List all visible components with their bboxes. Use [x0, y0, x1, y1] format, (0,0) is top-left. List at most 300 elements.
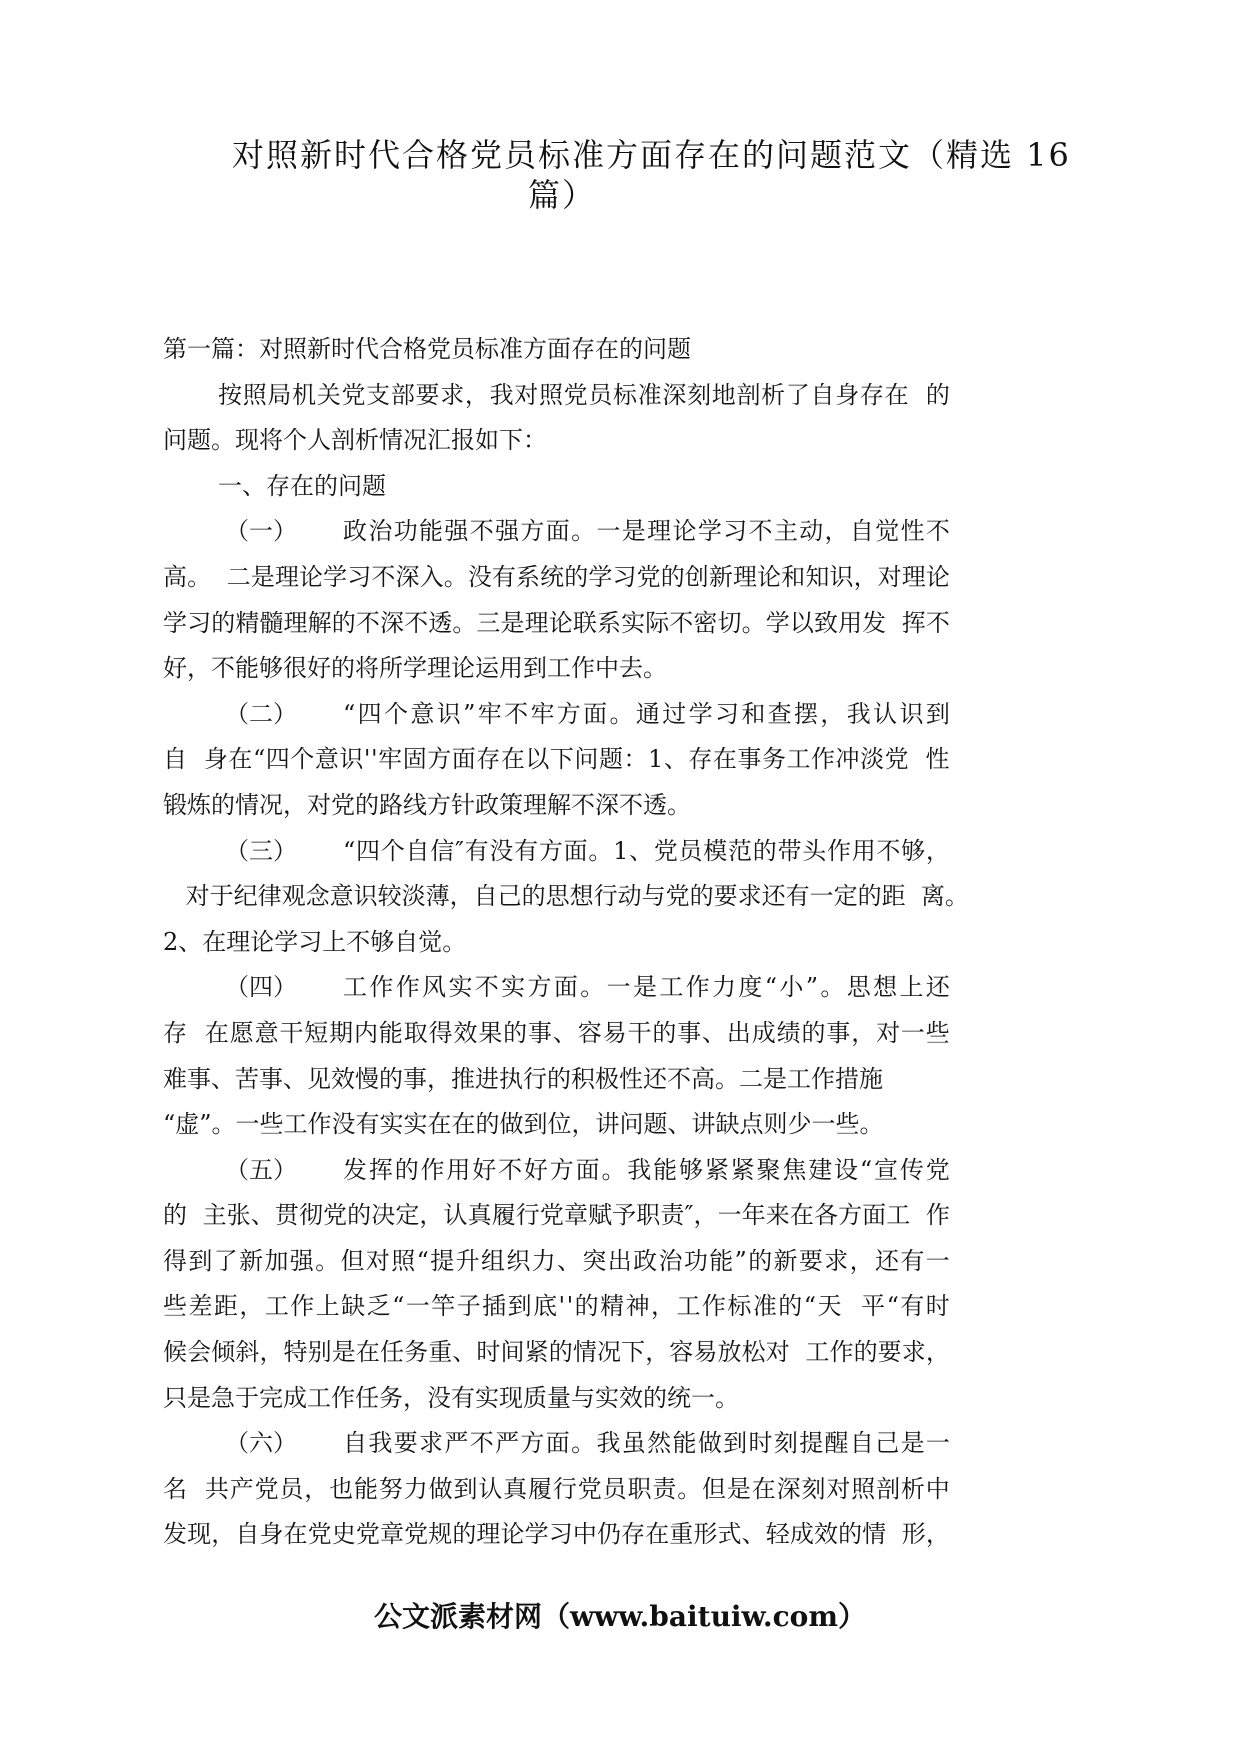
text-char: 时: [925, 1292, 950, 1321]
text-char: 章: [563, 1201, 588, 1230]
text-char: 天: [817, 1292, 842, 1321]
text-char: 党: [563, 380, 588, 409]
text-char: 风: [422, 973, 447, 1002]
text-char: 还: [874, 1246, 899, 1275]
text-char: [909, 373, 917, 419]
text-char: 要: [713, 882, 738, 911]
text-char: 意: [329, 882, 354, 911]
text-char: 习: [347, 562, 372, 591]
text-char: 系: [516, 562, 541, 591]
text-char: 一: [925, 1246, 950, 1275]
text-char: 还: [925, 973, 950, 1002]
text-char: 面: [583, 699, 608, 728]
text-char: 查: [767, 699, 792, 728]
text-char: 新: [773, 1246, 798, 1275]
text-char: 刻: [687, 380, 712, 409]
text-char: 一: [717, 1201, 742, 1230]
text-char: 学: [688, 699, 713, 728]
text-char: 牢: [378, 745, 403, 774]
text-char: 在: [283, 1520, 308, 1549]
text-char: 发: [343, 1155, 367, 1184]
text-char: 存: [163, 1018, 187, 1047]
text-char: 创: [684, 562, 709, 591]
text-char: 动: [617, 882, 642, 911]
paragraph-line: [163, 1467, 950, 1513]
text-char: 绩: [776, 1018, 801, 1047]
text-char: 意: [410, 699, 435, 728]
text-char: 用: [446, 1155, 471, 1184]
paragraph-line: [343, 965, 950, 1011]
text-char: 不: [371, 562, 396, 591]
text-char: 。: [588, 836, 613, 865]
text-char: 是: [331, 1338, 356, 1367]
text-char: 中: [925, 1474, 950, 1503]
text-char: [188, 1467, 196, 1513]
text-char: 工: [343, 973, 367, 1002]
text-char: ，: [824, 517, 849, 546]
text-char: 实: [501, 973, 526, 1002]
text-char: 要: [877, 1338, 902, 1367]
text-char: 存: [621, 1520, 646, 1549]
text-char: 对: [877, 562, 902, 591]
text-char: 作: [826, 836, 851, 865]
text-char: 牢: [477, 699, 502, 728]
text-char: 的: [503, 1018, 528, 1047]
text-char: 时: [476, 1338, 501, 1367]
text-char: 一: [900, 1018, 925, 1047]
text-char: 党: [341, 380, 366, 409]
text-char: 治: [368, 517, 393, 546]
text-char: 求: [824, 1246, 849, 1275]
text-char: 努: [378, 1474, 403, 1503]
text-char: 的: [689, 882, 714, 911]
text-char: 三: [476, 608, 501, 637]
text-char: 识: [436, 699, 461, 728]
text-char: 是: [632, 973, 657, 1002]
text-char: 现: [187, 1520, 212, 1549]
text-char: 的: [347, 1201, 372, 1230]
text-char: 升: [455, 1246, 480, 1275]
text-char: 提: [799, 1429, 824, 1458]
text-char: 易: [693, 1338, 718, 1367]
text-char: 面: [575, 1155, 600, 1184]
text-char: 照: [391, 1246, 416, 1275]
text-char: 知: [805, 562, 830, 591]
text-char: 出: [726, 1018, 751, 1047]
text-char: ：: [623, 745, 648, 774]
text-char: 了: [785, 380, 810, 409]
text-char: 用: [838, 608, 863, 637]
text-char: 问: [574, 745, 599, 774]
text-char: 想: [873, 973, 898, 1002]
text-char: 容: [577, 1018, 602, 1047]
text-char: 的: [521, 882, 546, 911]
text-char: 纪: [233, 882, 258, 911]
text-char: ，: [239, 1292, 264, 1321]
text-char: 自: [849, 517, 874, 546]
text-char: 动: [799, 517, 824, 546]
text-char: 作: [925, 1201, 950, 1230]
text-char: 共: [204, 1474, 229, 1503]
text-char: 是: [250, 562, 275, 591]
text-char: 能: [672, 1429, 697, 1458]
text-char: 个: [290, 745, 315, 774]
text-char: 有: [900, 1292, 925, 1321]
text-char: 情: [862, 1520, 887, 1549]
text-char: 要: [798, 1246, 823, 1275]
text-char: 的: [211, 608, 236, 637]
text-char: 履: [528, 1474, 553, 1503]
text-char: 理: [901, 562, 926, 591]
text-char: 实: [621, 608, 646, 637]
text-char: ，: [259, 1338, 284, 1367]
text-char: 取: [403, 1018, 428, 1047]
text-char: 平: [861, 1292, 886, 1321]
text-char: 到: [507, 1292, 532, 1321]
text-char: 学: [524, 1520, 549, 1549]
text-char: 想: [569, 882, 594, 911]
text-char: 能: [354, 1474, 379, 1503]
text-char: 名: [163, 1474, 187, 1503]
text-char: ”: [463, 699, 476, 728]
text-char: 员: [602, 1474, 627, 1503]
text-char: 方: [520, 517, 545, 546]
text-char: 容: [669, 1338, 694, 1367]
text-char: 范: [728, 836, 753, 865]
text-char: 作: [369, 973, 394, 1002]
text-char: 面: [553, 973, 578, 1002]
text-char: 但: [702, 1474, 727, 1503]
text-char: 方: [549, 1155, 574, 1184]
text-char: 思: [846, 973, 871, 1002]
text-char: 小: [779, 973, 804, 1002]
text-char: 四: [356, 836, 381, 865]
text-char: 在: [204, 1018, 229, 1047]
text-char: 形: [901, 1520, 926, 1549]
text-char: 识: [829, 562, 854, 591]
text-char: “: [886, 1292, 899, 1321]
text-char: ，: [693, 1201, 718, 1230]
text-char: 不: [925, 517, 950, 546]
text-char: 。: [601, 1155, 626, 1184]
text-char: 自: [405, 836, 430, 865]
text-char: 是: [621, 517, 646, 546]
text-char: 履: [491, 1201, 516, 1230]
text-char: 短: [304, 1018, 329, 1047]
text-char: 强: [289, 1246, 314, 1275]
text-char: ': [566, 1292, 574, 1321]
text-char: 仍: [596, 1520, 621, 1549]
text-char: 对: [514, 380, 539, 409]
text-char: 精: [600, 1292, 625, 1321]
text-char: 予: [612, 1201, 637, 1230]
text-char: 责: [652, 1474, 677, 1503]
text-char: 深: [662, 380, 687, 409]
text-char: 子: [456, 1292, 481, 1321]
text-char: 学: [588, 562, 613, 591]
text-char: 紧: [730, 1155, 755, 1184]
text-char: [843, 1284, 851, 1330]
text-char: 我: [596, 1429, 621, 1458]
text-char: “: [392, 1292, 405, 1321]
text-char: 效: [453, 1018, 478, 1047]
text-char: “: [343, 699, 356, 728]
text-char: ，: [925, 1338, 950, 1367]
text-char: ，: [925, 1520, 950, 1549]
text-char: [196, 1467, 204, 1513]
text-char: 。: [452, 608, 477, 637]
text-char: 对: [826, 1474, 851, 1503]
item-first-line: [163, 1421, 950, 1467]
text-char: [886, 1512, 894, 1558]
text-char: 紧: [524, 1338, 549, 1367]
text-char: 的: [857, 882, 882, 911]
text-char: ，: [645, 1338, 670, 1367]
text-char: 、: [702, 1018, 727, 1047]
text-char: 底: [533, 1292, 558, 1321]
text-char: 贯: [274, 1201, 299, 1230]
text-char: 的: [574, 1292, 599, 1321]
text-char: 。: [677, 1474, 702, 1503]
text-char: 学: [323, 562, 348, 591]
text-char: 在: [884, 380, 909, 409]
text-char: 党: [323, 1201, 348, 1230]
item-label: （一）: [225, 517, 297, 546]
text-char: 的: [163, 1201, 187, 1230]
text-char: 较: [377, 882, 402, 911]
text-char: 律: [257, 882, 282, 911]
text-char: 习: [187, 608, 212, 637]
text-char: 标: [613, 380, 637, 409]
text-char: 候: [163, 1338, 187, 1367]
text-char: 标: [727, 1292, 752, 1321]
text-char: ，: [851, 1018, 876, 1047]
text-char: ”: [734, 1246, 747, 1275]
text-char: 支: [366, 380, 391, 409]
text-char: [188, 1011, 196, 1057]
text-char: 和: [781, 562, 806, 591]
text-char: 虽: [621, 1429, 646, 1458]
text-char: 工: [886, 1201, 911, 1230]
text-char: 的: [548, 1338, 573, 1367]
text-char: 提: [430, 1246, 455, 1275]
text-char: 传: [899, 1155, 924, 1184]
text-char: 深: [395, 562, 420, 591]
text-char: 不: [474, 973, 499, 1002]
text-char: 对: [185, 882, 210, 911]
text-char: 不: [669, 608, 694, 637]
text-char: 工: [676, 1292, 701, 1321]
text-char: 自: [235, 1520, 260, 1549]
text-char: “: [859, 1155, 873, 1184]
text-char: 。: [315, 1246, 340, 1275]
text-char: 是: [500, 608, 525, 637]
text-char: [917, 737, 925, 783]
text-char: 发: [163, 1520, 187, 1549]
text-char: 产: [229, 1474, 254, 1503]
text-char: 政: [343, 517, 367, 546]
text-char: 、: [452, 1338, 477, 1367]
text-char: 。: [820, 973, 845, 1002]
text-char: 些: [925, 1018, 950, 1047]
text-char: 论: [548, 608, 573, 637]
item-label: （五）: [225, 1155, 297, 1184]
item-first-line: [163, 509, 950, 555]
text-char: 党: [355, 1520, 380, 1549]
text-char: 做: [428, 1474, 453, 1503]
text-char: 能: [653, 1155, 678, 1184]
paragraph-line: [343, 692, 950, 738]
text-char: 高: [163, 562, 187, 591]
text-char: 的: [394, 1155, 419, 1184]
text-char: 髓: [259, 608, 284, 637]
text-char: 距: [213, 1292, 238, 1321]
paragraph-line: [163, 601, 950, 647]
text-char: ': [558, 1292, 566, 1321]
text-char: [187, 1193, 195, 1239]
text-char: 作: [701, 1292, 726, 1321]
text-char: 机: [292, 380, 317, 409]
text-char: 以: [789, 608, 814, 637]
text-char: 特: [283, 1338, 308, 1367]
text-char: 各: [813, 1201, 838, 1230]
text-char: 治: [658, 1246, 683, 1275]
item-first-line: [163, 965, 950, 1011]
text-char: 准: [752, 1292, 777, 1321]
text-char: 认: [873, 699, 898, 728]
text-char: 加: [264, 1246, 289, 1275]
site-watermark-footer: 公文派素材网（www.baituiw.com）: [374, 1600, 866, 1633]
text-char: 党: [577, 1474, 602, 1503]
text-char: 于: [209, 882, 234, 911]
text-char: 存: [859, 380, 884, 409]
text-char: 作: [395, 973, 420, 1002]
text-char: “: [416, 1246, 429, 1275]
text-char: 是: [900, 1429, 925, 1458]
text-char: 但: [340, 1246, 365, 1275]
text-char: 定: [395, 1201, 420, 1230]
text-char: 认: [478, 1474, 503, 1503]
text-char: ，: [651, 1292, 676, 1321]
text-char: 建: [808, 1155, 833, 1184]
text-char: 以: [525, 745, 550, 774]
text-char: 在: [500, 745, 525, 774]
item-label: （四）: [225, 973, 297, 1002]
text-char: ，: [449, 882, 474, 911]
text-char: [894, 1512, 902, 1558]
text-char: 式: [717, 1520, 742, 1549]
text-char: 内: [354, 1018, 379, 1047]
paragraph-line: [163, 1011, 950, 1057]
text-char: 论: [500, 1520, 525, 1549]
text-char: 有: [785, 882, 810, 911]
paragraph-line: [343, 509, 950, 555]
text-char: 党: [653, 836, 678, 865]
text-char: 性: [900, 517, 925, 546]
text-char: 照: [242, 380, 267, 409]
text-char: 年: [741, 1201, 766, 1230]
text-char: 紧: [704, 1155, 729, 1184]
paragraph-line: [178, 874, 968, 920]
text-char: 精: [235, 608, 260, 637]
text-char: 焦: [782, 1155, 807, 1184]
text-char: 行: [593, 882, 618, 911]
text-char: 不: [404, 608, 429, 637]
text-char: 决: [371, 1201, 396, 1230]
text-char: 照: [538, 380, 563, 409]
text-char: 求: [419, 1429, 444, 1458]
text-char: 到: [453, 1474, 478, 1503]
text-char: 、: [741, 1520, 766, 1549]
text-char: 透: [428, 608, 453, 637]
text-char: 冲: [835, 745, 860, 774]
text-char: 习: [612, 562, 637, 591]
text-char: 意: [314, 745, 339, 774]
text-char: 能: [419, 517, 444, 546]
text-char: 论: [299, 562, 324, 591]
text-char: ，: [925, 836, 950, 865]
item-label: （二）: [225, 699, 297, 728]
text-char: 入: [419, 562, 444, 591]
text-char: 章: [379, 1520, 404, 1549]
text-char: 在: [645, 1520, 670, 1549]
text-char: 有: [491, 562, 516, 591]
text-char: 在: [355, 1338, 380, 1367]
text-char: 一: [405, 1292, 430, 1321]
text-char: 干: [627, 1018, 652, 1047]
text-char: 间: [500, 1338, 525, 1367]
text-char: 的: [748, 1246, 773, 1275]
text-char: [196, 737, 204, 783]
text-char: 地: [711, 380, 736, 409]
text-char: 照: [851, 1474, 876, 1503]
text-char: 的: [652, 1018, 677, 1047]
text-char: 论: [925, 562, 950, 591]
text-char: 织: [506, 1246, 531, 1275]
text-char: [178, 874, 186, 920]
text-char: 党: [665, 882, 690, 911]
text-char: 没: [489, 836, 514, 865]
text-char: 作: [811, 745, 835, 774]
text-char: [196, 1011, 204, 1057]
paragraph-line: [163, 1330, 950, 1376]
document-title-line-2: 篇）: [528, 176, 597, 214]
text-char: 的: [331, 608, 356, 637]
text-char: 求: [901, 1338, 926, 1367]
text-char: 松: [741, 1338, 766, 1367]
text-char: 观: [281, 882, 306, 911]
text-char: 己: [875, 1429, 900, 1458]
text-char: 。: [580, 973, 605, 1002]
paragraph-line: [163, 1239, 950, 1285]
text-char: 、: [663, 745, 688, 774]
text-char: 史: [331, 1520, 356, 1549]
text-char: 的: [778, 1292, 803, 1321]
text-char: 统: [540, 562, 565, 591]
text-char: 念: [305, 882, 330, 911]
text-char: 要: [393, 1429, 418, 1458]
text-char: 挥: [368, 1155, 393, 1184]
text-char: 方: [427, 745, 452, 774]
paragraph-line: [343, 1421, 950, 1467]
text-char: 距: [881, 882, 906, 911]
text-char: 中: [572, 1520, 597, 1549]
text-char: 的: [853, 1338, 878, 1367]
text-char: 我: [368, 1429, 393, 1458]
text-char: 职: [636, 1201, 661, 1230]
text-char: 身: [259, 1520, 284, 1549]
paragraph-line: [163, 1512, 950, 1558]
